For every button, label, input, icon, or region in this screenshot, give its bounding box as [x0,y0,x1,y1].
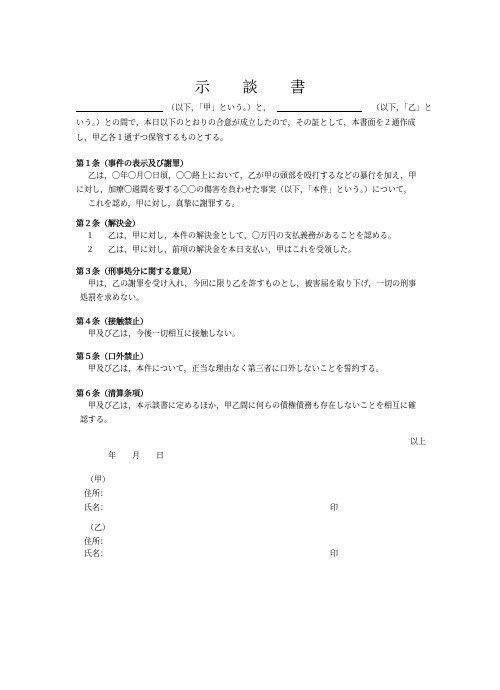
article-2-body [76,229,430,257]
party-b-label: （乙） [86,523,110,532]
party-b-seal: 印 [330,549,338,558]
article-4-heading: 第４条（接触禁止） [76,317,148,326]
article-3-heading: 第３条（刑事処分に関する意見） [76,267,196,276]
article-1-body [76,169,430,211]
party-a-blank [76,103,163,112]
party-b-address: 住所： [84,537,108,546]
date-day: 日 [156,451,164,460]
article-1-line: に対し，加療〇週間を要する〇〇の傷害を負わせた事実（以下，「本件」という。）について， [76,185,412,194]
article-3-line: 処罰を求めない。 [80,293,144,302]
article-1-line: 乙は，〇年〇月〇日頃，〇〇路上において，乙が甲の頭部を殴打するなどの暴行を加え，甲 [88,171,417,180]
article-4-body [76,327,430,341]
intro-line-3: し，甲乙各１通ずつ保管するものとする。 [76,133,228,142]
article-5-body [76,362,430,376]
party-a-name: 氏名： [84,503,108,512]
intro-part-1: （以下，「甲」という。）と， [166,103,271,112]
party-b-blank [277,103,362,112]
article-5-line: 甲及び乙は，本件について，正当な理由なく第三者に口外しないことを誓約する。 [88,364,384,373]
item-number: １ [86,231,94,240]
document-title: 示 談 書 [194,78,320,96]
item-text: 乙は，甲に対し，前項の解決金を本日支払い，甲はこれを受領した。 [108,245,356,254]
party-a-seal: 印 [330,503,338,512]
article-6-body [76,399,430,427]
item-number: ２ [86,245,94,254]
party-a-label: （甲） [86,475,110,484]
date-month: 月 [132,451,140,460]
article-6-line: 認する。 [80,415,112,424]
date-year: 年 [108,451,116,460]
article-6-line: 甲及び乙は，本示談書に定めるほか，甲乙間に何らの債権債務も存在しないことを相互に確 [88,401,416,410]
intro-line-2: いう。）との間で，本日以下のとおりの合意が成立したので，その証として，本書面を２通作成 [76,118,416,127]
party-b-name: 氏名： [84,549,108,558]
article-2-item [76,229,430,243]
intro-paragraph [76,100,432,145]
article-2-item [76,243,430,257]
article-5-heading: 第５条（口外禁止） [76,352,148,361]
party-a-address: 住所： [84,489,108,498]
article-6-heading: 第６条（清算条項） [76,389,148,398]
article-1-heading: 第１条（事件の表示及び謝罪） [76,159,188,168]
intro-line-1 [76,100,432,115]
item-text: 乙は，甲に対し，本件の解決金として，〇万円の支払義務があることを認める。 [108,231,396,240]
article-4-line: 甲及び乙は，今後一切相互に接触しない。 [88,329,240,338]
article-3-body [76,277,430,305]
article-2-heading: 第２条（解決金） [76,219,140,228]
article-3-line: 甲は，乙の謝罪を受け入れ，今回に限り乙を許すものとし，被害届を取り下げ，一切の刑事 [88,279,417,288]
intro-part-2: （以下，「乙」と [372,103,432,112]
closing-ijou: 以上 [410,437,426,446]
article-1-line: これを認め，甲に対し，真摯に謝罪する。 [88,199,240,208]
